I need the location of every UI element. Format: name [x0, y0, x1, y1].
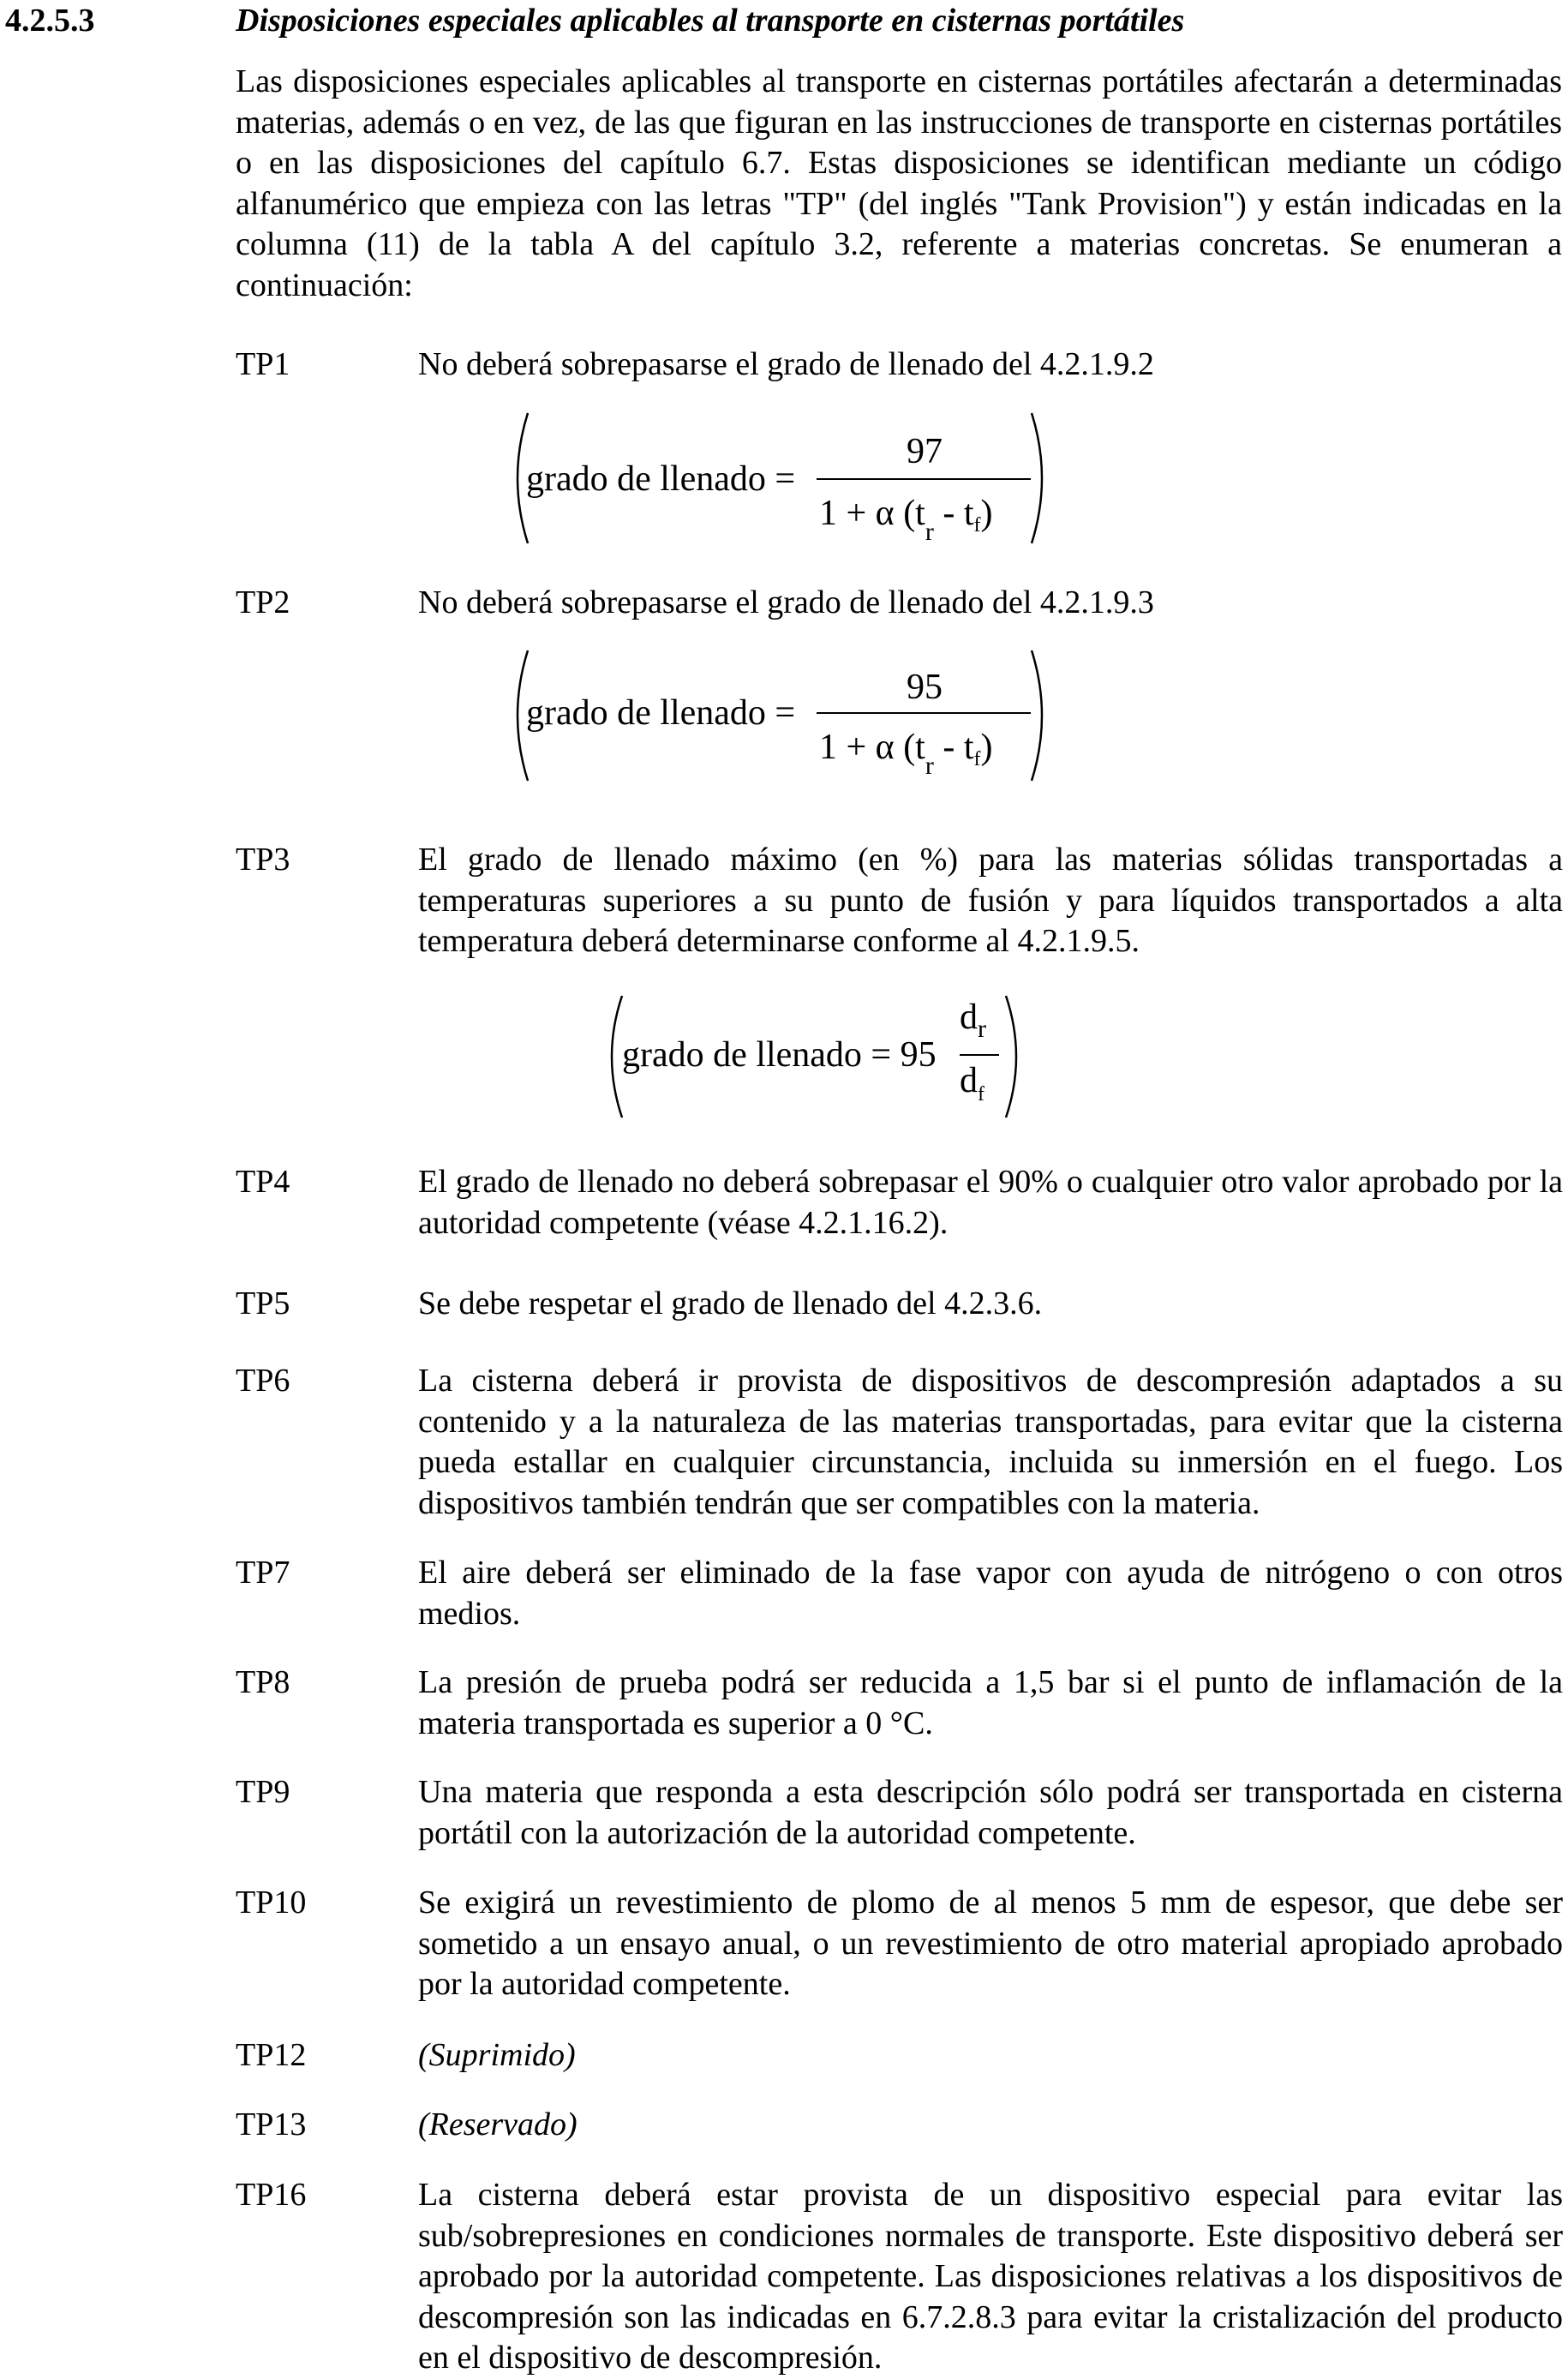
- intro-paragraph: Las disposiciones especiales aplicables al transporte en cisternas portátiles afectarán a determinadas materias, además o en vez, de las que figuran en las instrucciones de transporte en cisternas portátiles o en las disposiciones del capítulo 6.7. Estas disposiciones se identifican mediante un código alfanumérico que empieza con las letras "TP" (del inglés "Tank Provision") y están indicadas en la columna (11) de la tabla A del capítulo 3.2, referente a materias concretas. Se enumeran a continuación:: [236, 63, 1562, 303]
- provision-code-tp12: TP12: [236, 2037, 307, 2073]
- provision-text-tp3: El grado de llenado máximo (en %) para las materias sólidas transportadas a temperaturas superiores a su punto de fusión y para líquidos transportados a alta temperatura deberá determinarse conforme al 4.2.1.9.5.: [418, 842, 1563, 959]
- formula-tp2: [506, 647, 1054, 784]
- provision-text-tp9: Una materia que responda a esta descripción sólo podrá ser transportada en cisterna portátil con la autorización de la autoridad competente.: [418, 1774, 1563, 1851]
- provision-code-tp2: TP2: [236, 584, 290, 620]
- fraction-bar: [960, 1054, 999, 1056]
- formula-denominator: $d_f$: [960, 1061, 984, 1106]
- section-number: 4.2.5.3: [5, 3, 95, 39]
- provision-code-tp8: TP8: [236, 1664, 290, 1700]
- provision-code-tp3: TP3: [236, 842, 290, 878]
- provision-code-tp1: TP1: [236, 346, 290, 382]
- provision-text-tp6: La cisterna deberá ir provista de dispositivos de descompresión adaptados a su contenido y a la naturaleza de las materias transportadas, para evitar que la cisterna pueda estallar en cualquier circunstancia, incluida su inmersión en el fuego. Los dispositivos también tendrán que ser compatibles con la materia.: [418, 1363, 1563, 1521]
- provision-code-tp7: TP7: [236, 1555, 290, 1591]
- formula-lhs: grado de llenado = 95: [622, 1035, 937, 1075]
- right-paren-icon: [1028, 410, 1054, 547]
- formula-tp3: [600, 992, 1028, 1121]
- provision-text-tp7: El aire deberá ser eliminado de la fase vapor con ayuda de nitrógeno o con otros medios.: [418, 1555, 1563, 1632]
- provision-text-tp2: No deberá sobrepasarse el grado de llenado del 4.2.1.9.3: [418, 584, 1154, 620]
- provision-code-tp10: TP10: [236, 1885, 307, 1921]
- provision-text-tp12: (Suprimido): [418, 2037, 576, 2073]
- provision-code-tp5: TP5: [236, 1285, 290, 1321]
- formula-numerator: 97: [907, 432, 943, 471]
- formula-tp1: [506, 410, 1054, 547]
- provision-text-tp5: Se debe respetar el grado de llenado del 4.2.3.6.: [418, 1285, 1043, 1321]
- formula-numerator: $d_r$: [960, 998, 986, 1043]
- provision-text-tp4: El grado de llenado no deberá sobrepasar el 90% o cualquier otro valor aprobado por la autoridad competente (véase 4.2.1.16.2).: [418, 1164, 1563, 1241]
- provision-code-tp9: TP9: [236, 1774, 290, 1810]
- provision-text-tp1: No deberá sobrepasarse el grado de llenado del 4.2.1.9.2: [418, 346, 1154, 382]
- provision-code-tp4: TP4: [236, 1164, 290, 1200]
- fraction-bar: [817, 478, 1031, 480]
- provision-text-tp13: (Reservado): [418, 2106, 578, 2142]
- section-title: Disposiciones especiales aplicables al transporte en cisternas portátiles: [236, 3, 1185, 39]
- provision-text-tp16: La cisterna deberá estar provista de un dispositivo especial para evitar las sub/sobrepresiones en condiciones normales de transporte. Este dispositivo deberá ser aprobado por la autoridad competente. Las disposiciones relativas a los dispositivos de descompresión son las indicadas en 6.7.2.8.3 para evitar la cristalización del producto en el dispositivo de descompresión.: [418, 2177, 1563, 2376]
- provision-text-tp8: La presión de prueba podrá ser reducida a 1,5 bar si el punto de inflamación de la materia transportada es superior a 0 °C.: [418, 1664, 1563, 1741]
- formula-denominator: 1 + α $(t_r - tf)$: [819, 494, 993, 546]
- right-paren-icon: [1028, 647, 1054, 784]
- provision-code-tp16: TP16: [236, 2177, 307, 2213]
- right-paren-icon: [1002, 992, 1028, 1121]
- provision-code-tp13: TP13: [236, 2106, 307, 2142]
- formula-lhs: grado de llenado =: [526, 459, 796, 499]
- formula-denominator: 1 + α $(t_r - tf)$: [819, 728, 993, 780]
- fraction-bar: [817, 712, 1031, 714]
- provision-text-tp10: Se exigirá un revestimiento de plomo de al menos 5 mm de espesor, que debe ser sometido a un ensayo anual, o un revestimiento de otro material apropiado aprobado por la autoridad competente.: [418, 1885, 1563, 2002]
- formula-numerator: 95: [907, 668, 943, 707]
- formula-lhs: grado de llenado =: [526, 693, 796, 733]
- provision-code-tp6: TP6: [236, 1363, 290, 1399]
